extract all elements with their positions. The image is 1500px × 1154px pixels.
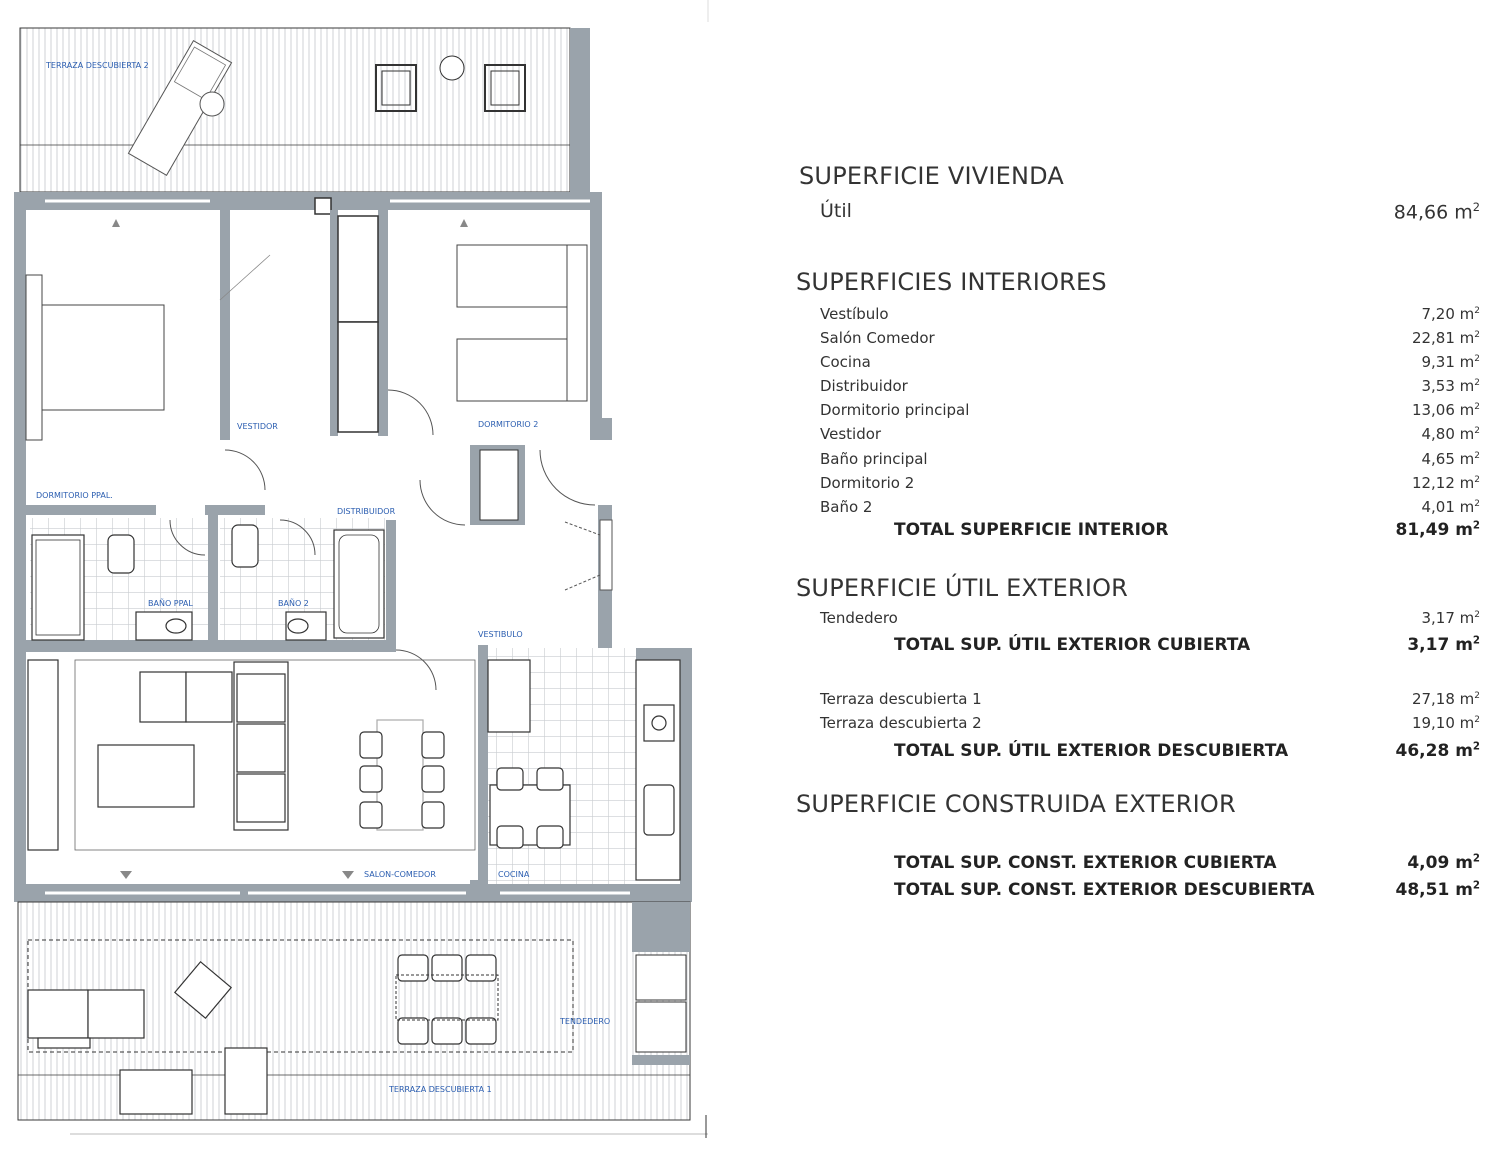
tendedero-door [565,520,612,590]
row-label: Salón Comedor [820,329,935,347]
row-value: 4,01 $m^2$ [1421,498,1480,516]
floor-plan [0,0,720,1154]
row-label: Dormitorio principal [820,401,970,419]
title-superficies-interiores: SUPERFICIES INTERIORES [796,268,1107,296]
row-value: 27,18 $m^2$ [1411,690,1480,708]
row-terraza-2 [820,714,1480,736]
surface-tables [780,150,1480,950]
label-terraza-2: TERRAZA DESCUBIERTA 2 [46,61,149,70]
row-bano-2 [820,498,1480,520]
row-value: 4,80 $m^2$ [1421,425,1480,443]
row-value: 3,17 $m^2$ [1407,635,1480,655]
row-dormitorio-principal [820,401,1480,423]
row-value: 19,10 $m^2$ [1411,714,1480,732]
row-value: 4,65 $m^2$ [1421,450,1480,468]
label-dormitorio-ppal: DORMITORIO PPAL. [36,491,113,500]
dormitorio-ppal-furniture [26,255,270,440]
row-label: Tendedero [820,609,898,627]
row-total-util-ext-descubierta [820,741,1480,763]
row-label: Dormitorio 2 [820,474,915,492]
vestidor-closets [338,216,378,432]
row-label: Útil [820,200,852,222]
row-total-const-descubierta [820,880,1480,902]
row-util [820,200,1480,222]
terraza-descubierta-1 [18,902,690,1120]
label-vestibulo: VESTIBULO [478,630,523,639]
row-dormitorio-2 [820,474,1480,496]
row-value: 13,06 $m^2$ [1411,401,1480,419]
row-label: Vestíbulo [820,305,889,323]
row-value: 9,31 $m^2$ [1421,353,1480,371]
row-value: 7,20 $m^2$ [1421,305,1480,323]
row-label: Baño 2 [820,498,873,516]
row-label: Distribuidor [820,377,908,395]
terraza-descubierta-2 [20,28,590,192]
label-salon-comedor: SALON-COMEDOR [364,870,436,879]
row-label: Cocina [820,353,871,371]
salon-furniture [28,660,475,850]
row-label: TOTAL SUP. CONST. EXTERIOR CUBIERTA [894,853,1277,873]
row-value: 4,09 $m^2$ [1407,853,1480,873]
row-distribuidor [820,377,1480,399]
row-value: 46,28 $m^2$ [1395,741,1480,761]
title-superficie-construida-exterior: SUPERFICIE CONSTRUIDA EXTERIOR [796,790,1236,818]
row-label: TOTAL SUP. CONST. EXTERIOR DESCUBIERTA [894,880,1315,900]
row-label: Vestidor [820,425,882,443]
row-total-interior [820,520,1480,542]
row-tendedero [820,609,1480,631]
row-label: TOTAL SUPERFICIE INTERIOR [894,520,1169,540]
title-superficie-util-exterior: SUPERFICIE ÚTIL EXTERIOR [796,574,1129,602]
row-label: TOTAL SUP. ÚTIL EXTERIOR DESCUBIERTA [894,741,1289,761]
label-dormitorio-2: DORMITORIO 2 [478,420,539,429]
row-bano-principal [820,450,1480,472]
row-cocina [820,353,1480,375]
label-vestidor: VESTIDOR [237,422,278,431]
row-label: Terraza descubierta 2 [820,714,982,732]
label-cocina: COCINA [498,870,530,879]
row-label: Baño principal [820,450,928,468]
label-terraza-1: TERRAZA DESCUBIERTA 1 [389,1085,492,1094]
label-distribuidor: DISTRIBUIDOR [337,507,396,516]
row-terraza-1 [820,690,1480,712]
row-total-util-ext-cubierta [820,635,1480,657]
row-salon-comedor [820,329,1480,351]
row-value: 3,17 $m^2$ [1421,609,1480,627]
row-value: 22,81 $m^2$ [1411,329,1480,347]
label-bano-ppal: BAÑO PPAL [148,599,193,608]
row-vestidor [820,425,1480,447]
row-value: 84,66 $m^2$ [1393,200,1480,224]
row-value: 48,51 $m^2$ [1395,880,1480,900]
row-label: TOTAL SUP. ÚTIL EXTERIOR CUBIERTA [894,635,1251,655]
row-value: 3,53 $m^2$ [1421,377,1480,395]
row-value: 12,12 $m^2$ [1411,474,1480,492]
label-bano-2: BAÑO 2 [278,599,309,608]
dormitorio-2-furniture [457,245,587,401]
row-label: Terraza descubierta 1 [820,690,982,708]
label-tendedero: TENDEDERO [560,1017,611,1026]
row-vestibulo [820,305,1480,327]
row-value: 81,49 $m^2$ [1395,520,1480,540]
row-total-const-cubierta [820,853,1480,875]
title-superficie-vivienda: SUPERFICIE VIVIENDA [799,162,1065,190]
